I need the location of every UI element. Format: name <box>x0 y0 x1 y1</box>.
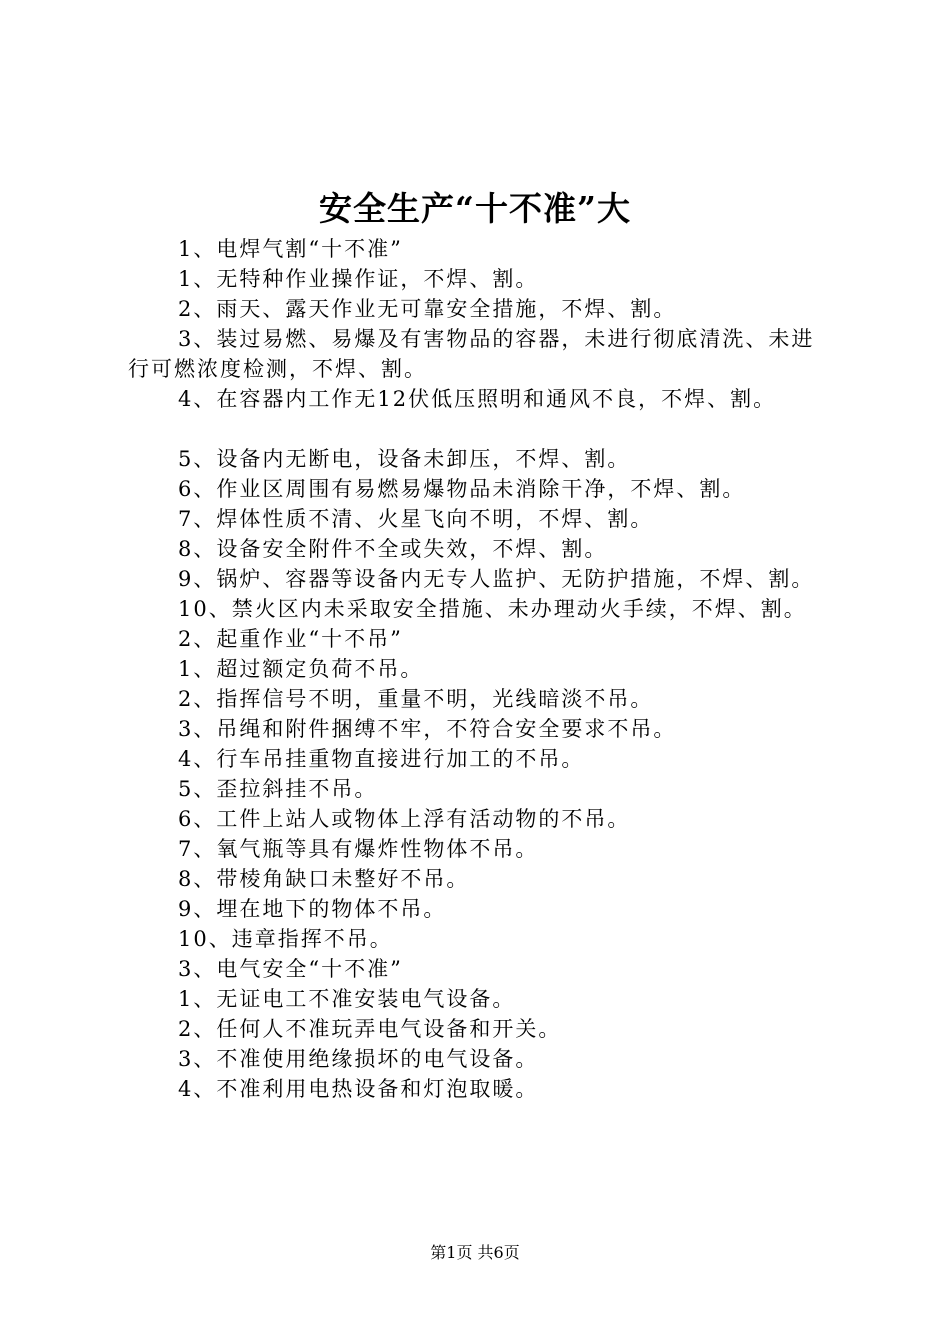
list-item: 8、带棱角缺口未整好不吊。 <box>178 867 470 891</box>
list-item: 3、吊绳和附件捆缚不牢，不符合安全要求不吊。 <box>178 717 677 741</box>
list-item: 7、焊体性质不清、火星飞向不明，不焊、割。 <box>178 507 654 531</box>
list-item: 9、埋在地下的物体不吊。 <box>178 897 447 921</box>
paragraph-gap <box>128 414 833 444</box>
section-heading-welding: 1、电焊气割“十不准” <box>178 237 403 261</box>
list-item: 4、在容器内工作无12伏低压照明和通风不良，不焊、割。 <box>178 387 777 411</box>
list-item: 9、锅炉、容器等设备内无专人监护、无防护措施，不焊、割。 <box>178 567 815 591</box>
list-item: 6、作业区周围有易燃易爆物品未消除干净，不焊、割。 <box>178 477 746 501</box>
list-item: 2、任何人不准玩弄电气设备和开关。 <box>178 1017 562 1041</box>
list-item: 1、无证电工不准安装电气设备。 <box>178 987 516 1011</box>
section-heading-electrical: 3、电气安全“十不准” <box>178 957 403 981</box>
page-footer: 第1页 共6页 <box>430 1243 520 1262</box>
list-item: 1、超过额定负荷不吊。 <box>178 657 424 681</box>
list-item: 10、违章指挥不吊。 <box>178 927 393 951</box>
list-item: 4、不准利用电热设备和灯泡取暖。 <box>178 1077 539 1101</box>
list-item: 6、工件上站人或物体上浮有活动物的不吊。 <box>178 807 631 831</box>
list-item: 1、无特种作业操作证，不焊、割。 <box>178 267 539 291</box>
list-item: 2、指挥信号不明，重量不明，光线暗淡不吊。 <box>178 687 654 711</box>
document-body <box>128 234 833 1104</box>
list-item: 10、禁火区内未采取安全措施、未办理动火手续，不焊、割。 <box>178 597 807 621</box>
list-item: 5、歪拉斜挂不吊。 <box>178 777 378 801</box>
list-item: 3、不准使用绝缘损坏的电气设备。 <box>178 1047 539 1071</box>
list-item: 8、设备安全附件不全或失效，不焊、割。 <box>178 537 608 561</box>
list-item: 3、装过易燃、易爆及有害物品的容器，未进行彻底清洗、未进行可燃浓度检测，不焊、割。 <box>128 327 815 381</box>
section-heading-lifting: 2、起重作业“十不吊” <box>178 627 403 651</box>
document-title: 安全生产“十不准”大 <box>319 189 631 228</box>
list-item: 7、氧气瓶等具有爆炸性物体不吊。 <box>178 837 539 861</box>
list-item: 2、雨天、露天作业无可靠安全措施，不焊、割。 <box>178 297 677 321</box>
list-item: 4、行车吊挂重物直接进行加工的不吊。 <box>178 747 585 771</box>
list-item: 5、设备内无断电，设备未卸压，不焊、割。 <box>178 447 631 471</box>
